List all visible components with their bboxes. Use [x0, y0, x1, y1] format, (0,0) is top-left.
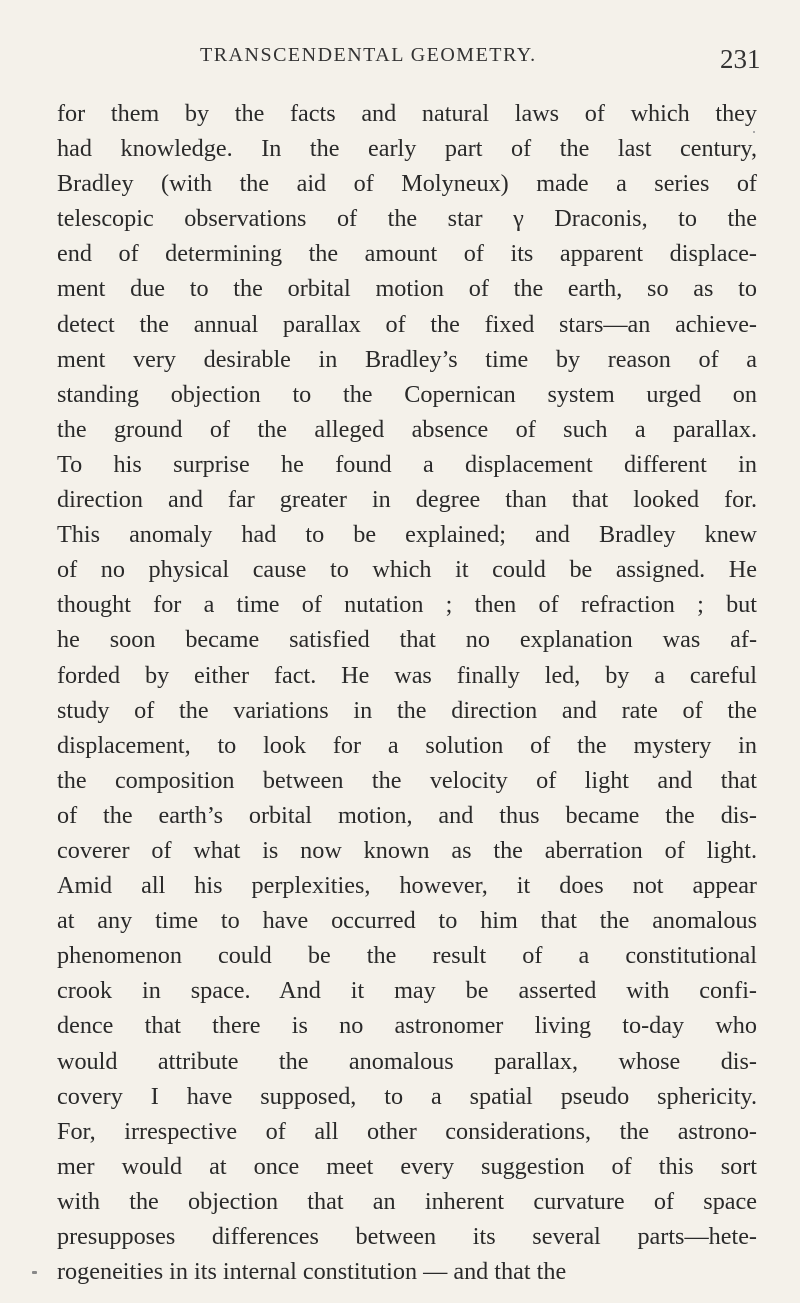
text-line: with the objection that an inherent curvature of space	[57, 1187, 757, 1215]
text-line: covery I have supposed, to a spatial pseudo sphericity.	[57, 1082, 757, 1110]
text-line: To his surprise he found a displacement different in	[57, 450, 757, 478]
text-line: the ground of the alleged absence of such a parallax.	[57, 415, 757, 443]
text-line: phenomenon could be the result of a constitutional	[57, 942, 757, 970]
text-line: he soon became satisfied that no explanation was af-	[57, 626, 757, 654]
text-line: detect the annual parallax of the fixed stars—an achieve-	[57, 310, 757, 338]
text-line: rogeneities in its internal constitution — and that the	[57, 1258, 567, 1286]
print-speck	[753, 131, 755, 133]
text-line: For, irrespective of all other considerations, the astrono-	[57, 1117, 757, 1145]
text-line: would attribute the anomalous parallax, whose dis-	[57, 1047, 757, 1075]
text-line: of the earth’s orbital motion, and thus became the dis-	[57, 801, 757, 829]
text-line: crook in space. And it may be asserted with confi-	[57, 977, 757, 1005]
text-line: forded by either fact. He was finally led, by a careful	[57, 661, 757, 689]
text-line: study of the variations in the direction and rate of the	[57, 696, 757, 724]
text-line: Bradley (with the aid of Molyneux) made a series of	[57, 170, 757, 198]
text-line: dence that there is no astronomer living to-day who	[57, 1012, 757, 1040]
text-line: presupposes differences between its several parts—hete-	[57, 1223, 757, 1250]
text-line: had knowledge. In the early part of the last century,	[57, 135, 757, 163]
text-line: coverer of what is now known as the aberration of light.	[57, 836, 757, 864]
page-number: 231	[720, 44, 761, 74]
text-line: thought for a time of nutation ; then of refraction ; but	[57, 591, 757, 619]
text-line: This anomaly had to be explained; and Bradley knew	[57, 521, 757, 549]
text-line: ment due to the orbital motion of the earth, so as to	[57, 275, 757, 303]
text-line: the composition between the velocity of light and that	[57, 766, 757, 794]
text-line: standing objection to the Copernican system urged on	[57, 380, 757, 408]
text-line: for them by the facts and natural laws of which they	[57, 100, 757, 127]
print-speck	[32, 1271, 37, 1274]
text-line: end of determining the amount of its apparent displace-	[57, 240, 757, 268]
text-line: of no physical cause to which it could be assigned. He	[57, 556, 757, 584]
text-line: ment very desirable in Bradley’s time by reason of a	[57, 345, 757, 373]
text-line: telescopic observations of the star γ Draconis, to the	[57, 205, 757, 233]
text-line: at any time to have occurred to him that the anomalous	[57, 907, 757, 935]
text-line: direction and far greater in degree than that looked for.	[57, 486, 757, 514]
text-line: displacement, to look for a solution of the mystery in	[57, 731, 757, 759]
text-line: mer would at once meet every suggestion of this sort	[57, 1152, 757, 1180]
text-line: Amid all his perplexities, however, it does not appear	[57, 872, 757, 900]
running-title: TRANSCENDENTAL GEOMETRY.	[200, 44, 537, 66]
body-text	[57, 96, 792, 1289]
